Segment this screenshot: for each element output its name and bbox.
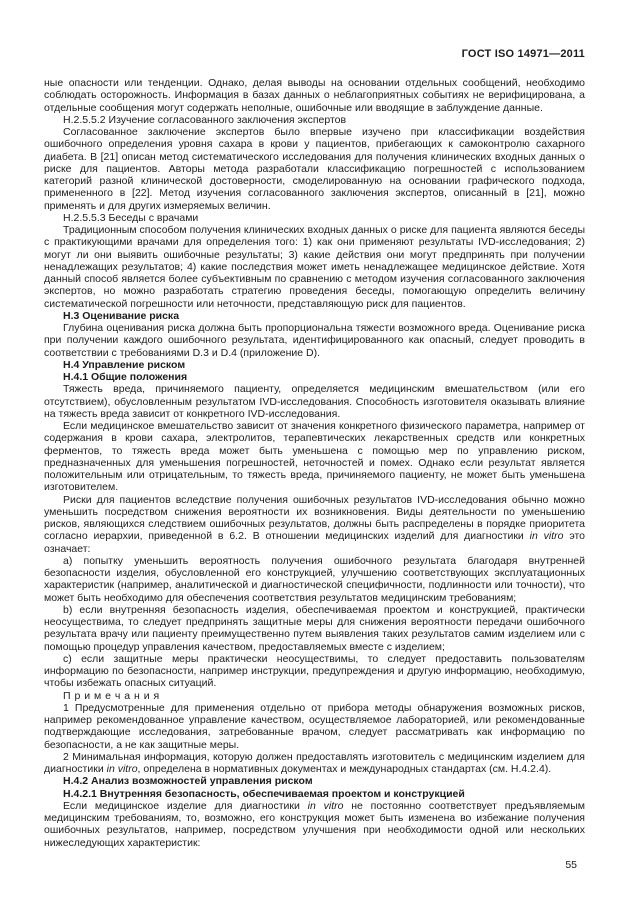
notes-label: П р и м е ч а н и я — [63, 689, 160, 702]
note-text: , определена в нормативных документах и международных стандартах (см. Н.4.2.4). — [137, 763, 552, 775]
document-body — [44, 77, 585, 871]
section-heading-h4: Н.4 Управление риском — [63, 358, 186, 371]
paragraph — [44, 800, 585, 849]
paragraph: Если медицинское вмешательство зависит от значения конкретного физического параметра, например от содержания в крови сахара, электролитов, терапевтических лекарственных средств или конкретных ферментов, то тяжесть вреда может быть уменьшена с помощью мер по управлению риском, предназначенных для уменьшения погрешностей, неточностей и помех. Однако если результат является положительным или отрицательным, то тяжесть вреда, причиняемого пациенту, не может быть уменьшена изготовителем. — [44, 420, 585, 494]
paragraph-continuation: ные опасности или тенденции. Однако, делая выводы на основании отдельных сообщений, необходимо соблюдать осторожность. Информация в базах данных о неблагоприятных событиях не верифицирована, а отдельные сообщения могут содержать неполные, ошибочные или вводящие в заблуждение данные. — [44, 77, 585, 114]
paragraph-text: не постоянно соответствует предъявляемым медицинским требованиям, то, возможно, его конструкция может быть изменена во избежание получения ошибочных результатов, например, посредством улучшения при необходимости одной или нескольких нижеследующих характеристик: — [44, 799, 585, 849]
page-number: 55 — [565, 858, 577, 871]
note-2 — [44, 751, 585, 776]
paragraph: Согласованное заключение экспертов было впервые изучено при классификации воздействия ошибочного определения уровня сахара в крови у пациентов, прибегающих к самоконтролю сахарного диабета. В [21] описан метод систематического исследования для получения клинических входных данных о риске для пациентов. Авторы метода разработали классификацию погрешностей с использованием категорий разной клинической достоверности, смоделированную на основании графического подхода, примененного в [22]. Метод изучения согласованного заключения экспертов, описанный в [21], можно применять и для других измеряемых величин. — [44, 126, 585, 212]
paragraph-text: это означает: — [44, 530, 585, 555]
subclause-heading-h2553: Н.2.5.5.3 Беседы с врачами — [63, 211, 199, 224]
note-1: 1 Предусмотренные для применения отдельно от прибора методы обнаружения возможных рисков, например рекомендованное управление качеством, осуществляемое лабораторией, или рекомендованные подтверждающие исследования, затребованные врачом, следует рассматривать как информацию по безопасности, а не как защитные меры. — [44, 701, 585, 751]
section-heading-h42: Н.4.2 Анализ возможностей управления риском — [63, 775, 313, 788]
paragraph-text: Если медицинское изделие для диагностики — [63, 799, 308, 812]
list-item-c: c) если защитные меры практически неосуществимы, то следует предоставить пользователям информацию по безопасности, например инструкции, предупреждения и другую информацию, необходимую, чтобы избежать опасных ситуаций. — [44, 652, 585, 690]
section-heading-h3: Н.3 Оценивание риска — [63, 309, 180, 322]
italic-term-in-vitro: in vitro — [307, 799, 344, 812]
subclause-heading-h2552: Н.2.5.5.2 Изучение согласованного заключения экспертов — [63, 113, 347, 126]
paragraph: Традиционным способом получения клинических входных данных о риске для пациента являются беседы с практикующими врачами для определения того: 1) как они применяют результаты IVD-исследования; 2) могут ли они выявить ошибочные результаты; 3) какие действия они могут предпринять при получении ненадлежащих результатов; 4) какие последствия может иметь ненадлежащее медицинское действие. Хотя данный способ является более субъективным по сравнению с методом изучения согласованного заключения экспертов, но можно разработать стратегию проведения беседы, помогающую определить величину систематической погрешности или неточности, представляющую риск для пациентов. — [44, 224, 585, 310]
italic-term-in-vitro: in vitro — [106, 763, 138, 775]
paragraph: Тяжесть вреда, причиняемого пациенту, определяется медицинским вмешательством (или его отсутствием), обусловленным результатом IVD-исследования. Способность изготовителя оказывать влияние на тяжесть вреда зависит от конкретного IVD-исследования. — [44, 383, 585, 420]
paragraph-text: Риски для пациентов вследствие получения ошибочных результатов IVD-исследования обычно можно уменьшить посредством снижения вероятности их возникновения. Виды деятельности по уменьшению рисков, являющихся следствием ошибочных результатов, должны быть распределены в порядке приоритета согласно иерархии, приведенной в 6.2. В отношении медицинских изделий для диагностики — [44, 493, 585, 543]
page-header-standard-number: ГОСТ ISO 14971—2011 — [461, 48, 585, 60]
list-item-b: b) если внутренняя безопасность изделия, обеспечиваемая проектом и конструкцией, практически неосуществима, то следует предпринять защитные меры для снижения вероятности передачи ошибочного результата врачу или пациенту преимущественно путем выявления таких результатов самим изделием или с помощью процедур управления качеством, предоставляемых вместе с изделием; — [44, 603, 585, 653]
note-text: 2 Минимальная информация, которую должен предоставлять изготовитель с медицинским изделием для диагностики — [44, 750, 585, 775]
paragraph: Глубина оценивания риска должна быть пропорциональна тяжести возможного вреда. Оценивание риска при получении каждого ошибочного результата, идентифицированного как опасный, следует проводить в соответствии с требованиями D.3 и D.4 (приложение D). — [44, 322, 585, 359]
paragraph — [44, 494, 585, 555]
section-heading-h41: Н.4.1 Общие положения — [63, 371, 188, 383]
section-heading-h421: Н.4.2.1 Внутренняя безопасность, обеспечиваемая проектом и конструкцией — [63, 787, 465, 800]
italic-term-in-vitro: in vitro — [529, 530, 564, 543]
list-item-a: a) попытку уменьшить вероятность получения ошибочного результата благодаря внутренней безопасности изделия, обусловленной его конструкцией, улучшению соответствующих эксплуатационных характеристик (например, аналитической и диагностической специфичности, подлинности или точности), что может быть необходимо для обеспечения соответствия результатов медицинским требованиям; — [44, 554, 585, 604]
